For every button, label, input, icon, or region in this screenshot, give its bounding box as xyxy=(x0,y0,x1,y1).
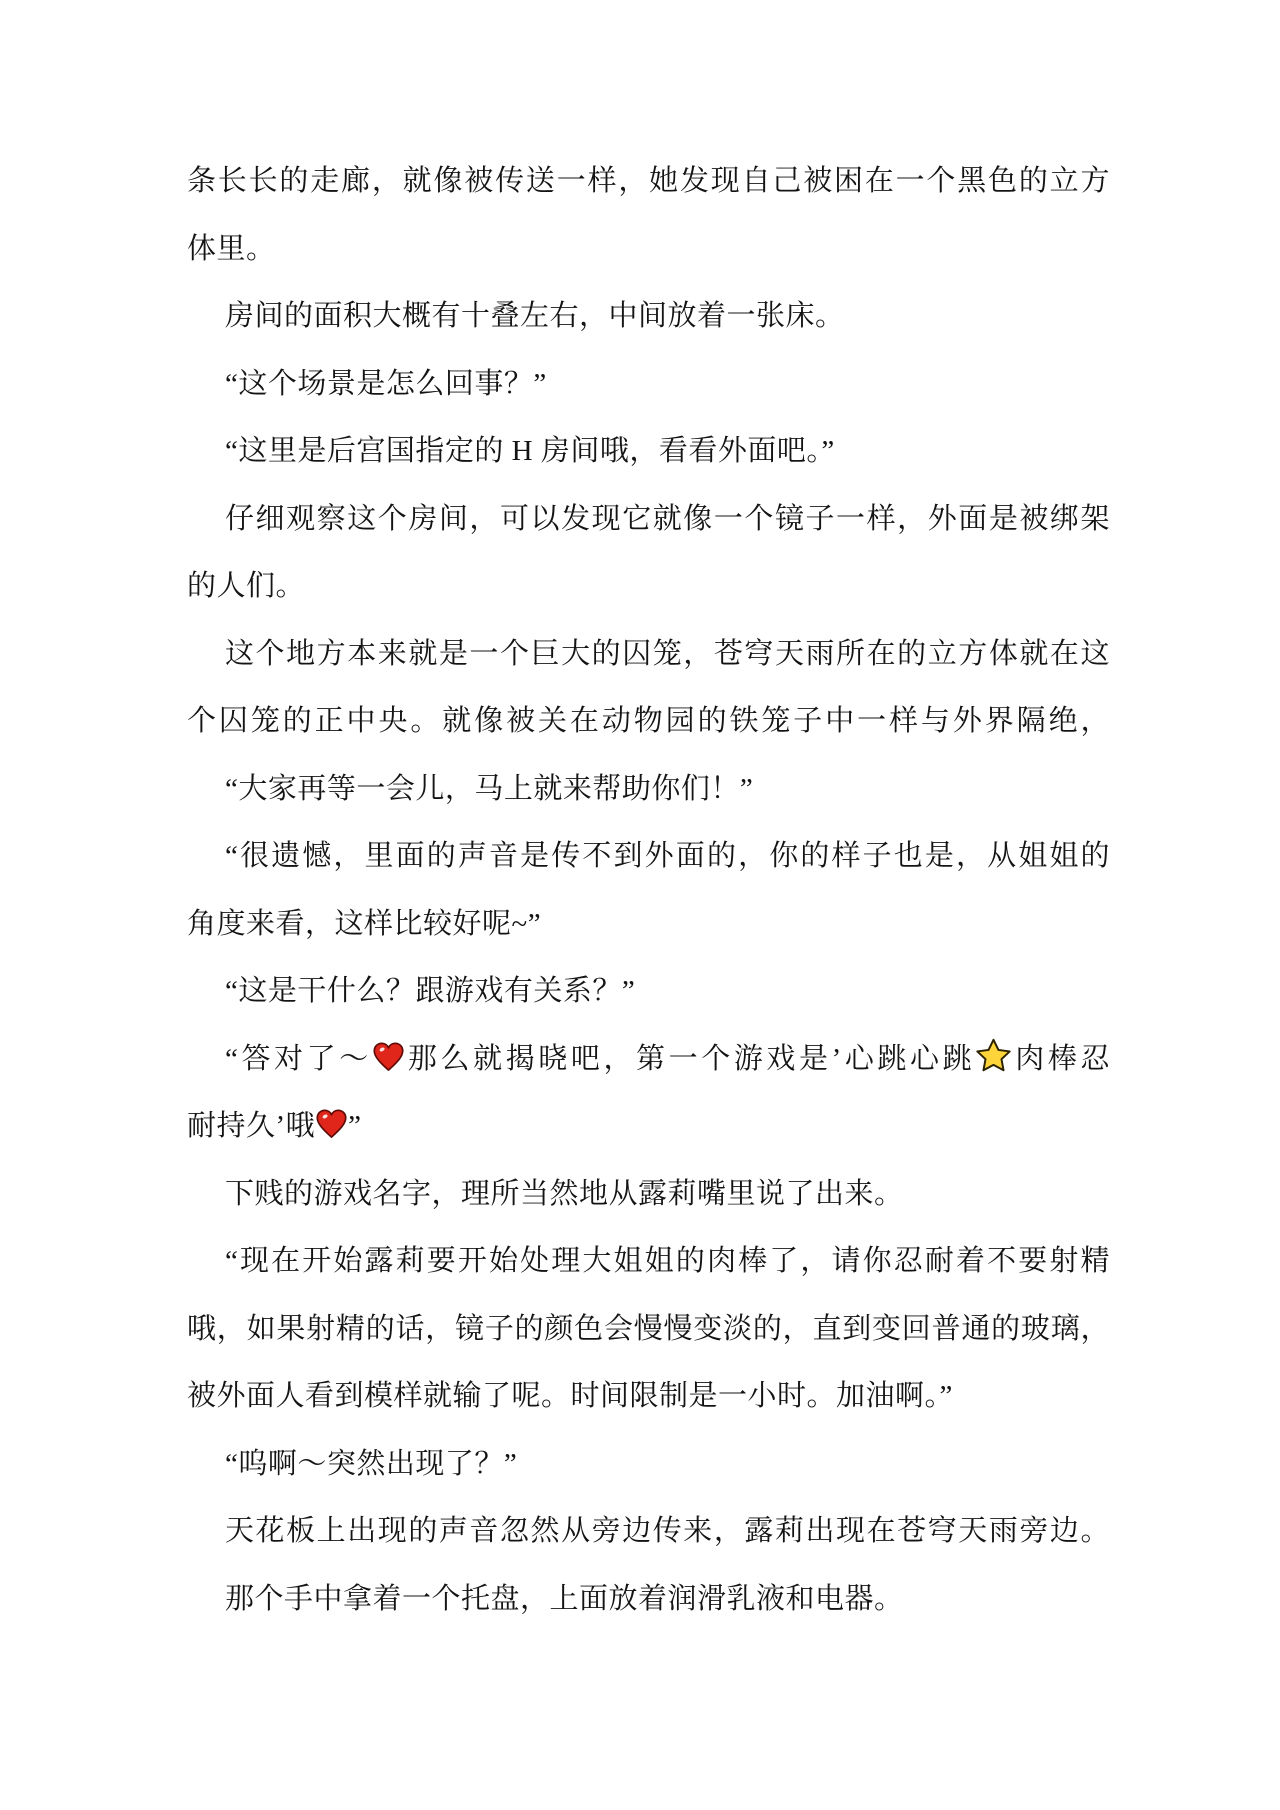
text-run: 条长长的走廊，就像被传送一样，她发现自己被困在一个黑色的立方 xyxy=(187,165,1110,197)
text-line xyxy=(187,823,1110,891)
text-run: 房间的面积大概有十叠左右，中间放着一张床。 xyxy=(225,300,845,332)
text-run: “答对了～ xyxy=(225,1042,372,1075)
text-line xyxy=(187,1566,1110,1634)
text-line xyxy=(187,1161,1110,1229)
text-run: “这个场景是怎么回事？” xyxy=(225,367,547,400)
text-run: 肉棒忍 xyxy=(1012,1042,1110,1075)
text-line xyxy=(187,418,1110,486)
text-line xyxy=(187,756,1110,824)
text-line xyxy=(187,486,1110,554)
text-line xyxy=(187,553,1110,621)
text-line xyxy=(187,688,1110,756)
text-run: “这里是后宫国指定的 H 房间哦，看看外面吧。” xyxy=(225,435,835,467)
text-run: 那么就揭晓吧，第一个游戏是’心跳心跳 xyxy=(404,1042,976,1075)
text-run: “这是干什么？跟游戏有关系？” xyxy=(225,975,636,1007)
text-run: 天花板上出现的声音忽然从旁边传来，露莉出现在苍穹天雨旁边。 xyxy=(225,1515,1110,1547)
text-run: ” xyxy=(348,1110,362,1142)
text-line xyxy=(187,958,1110,1026)
text-run: “现在开始露莉要开始处理大姐姐的肉棒了，请你忍耐着不要射精 xyxy=(225,1245,1110,1277)
text-run: “很遗憾，里面的声音是传不到外面的，你的样子也是，从姐姐的 xyxy=(225,840,1110,872)
heart-icon xyxy=(315,1093,348,1161)
text-line xyxy=(187,216,1110,284)
text-run: 耐持久’哦 xyxy=(187,1110,316,1142)
text-line xyxy=(187,1228,1110,1296)
star-icon xyxy=(975,1026,1012,1094)
text-run: 角度来看，这样比较好呢~” xyxy=(187,907,542,940)
text-block xyxy=(187,148,1110,1633)
text-run: 这个地方本来就是一个巨大的囚笼，苍穹天雨所在的立方体就在这 xyxy=(225,637,1110,670)
text-line xyxy=(187,891,1110,959)
text-run: “大家再等一会儿，马上就来帮助你们！” xyxy=(225,772,754,805)
text-run: 被外面人看到模样就输了呢。时间限制是一小时。加油啊。” xyxy=(187,1380,953,1412)
text-run: 下贱的游戏名字，理所当然地从露莉嘴里说了出来。 xyxy=(225,1177,904,1210)
text-line xyxy=(187,1431,1110,1499)
text-run: 那个手中拿着一个托盘，上面放着润滑乳液和电器。 xyxy=(225,1582,904,1615)
text-run: 体里。 xyxy=(187,232,276,265)
text-line xyxy=(187,1093,1110,1161)
text-line xyxy=(187,351,1110,419)
text-run: 个囚笼的正中央。就像被关在动物园的铁笼子中一样与外界隔绝， xyxy=(187,705,1110,737)
text-line xyxy=(187,1363,1110,1431)
text-run: “呜啊～突然出现了？” xyxy=(225,1447,518,1480)
text-line xyxy=(187,621,1110,689)
text-run: 仔细观察这个房间，可以发现它就像一个镜子一样，外面是被绑架 xyxy=(225,502,1110,535)
text-line xyxy=(187,283,1110,351)
text-line xyxy=(187,1498,1110,1566)
text-run: 哦，如果射精的话，镜子的颜色会慢慢变淡的，直到变回普通的玻璃， xyxy=(187,1312,1110,1345)
heart-icon xyxy=(372,1026,405,1094)
text-line xyxy=(187,1296,1110,1364)
text-line xyxy=(187,148,1110,216)
text-line xyxy=(187,1026,1110,1094)
text-run: 的人们。 xyxy=(187,570,306,602)
